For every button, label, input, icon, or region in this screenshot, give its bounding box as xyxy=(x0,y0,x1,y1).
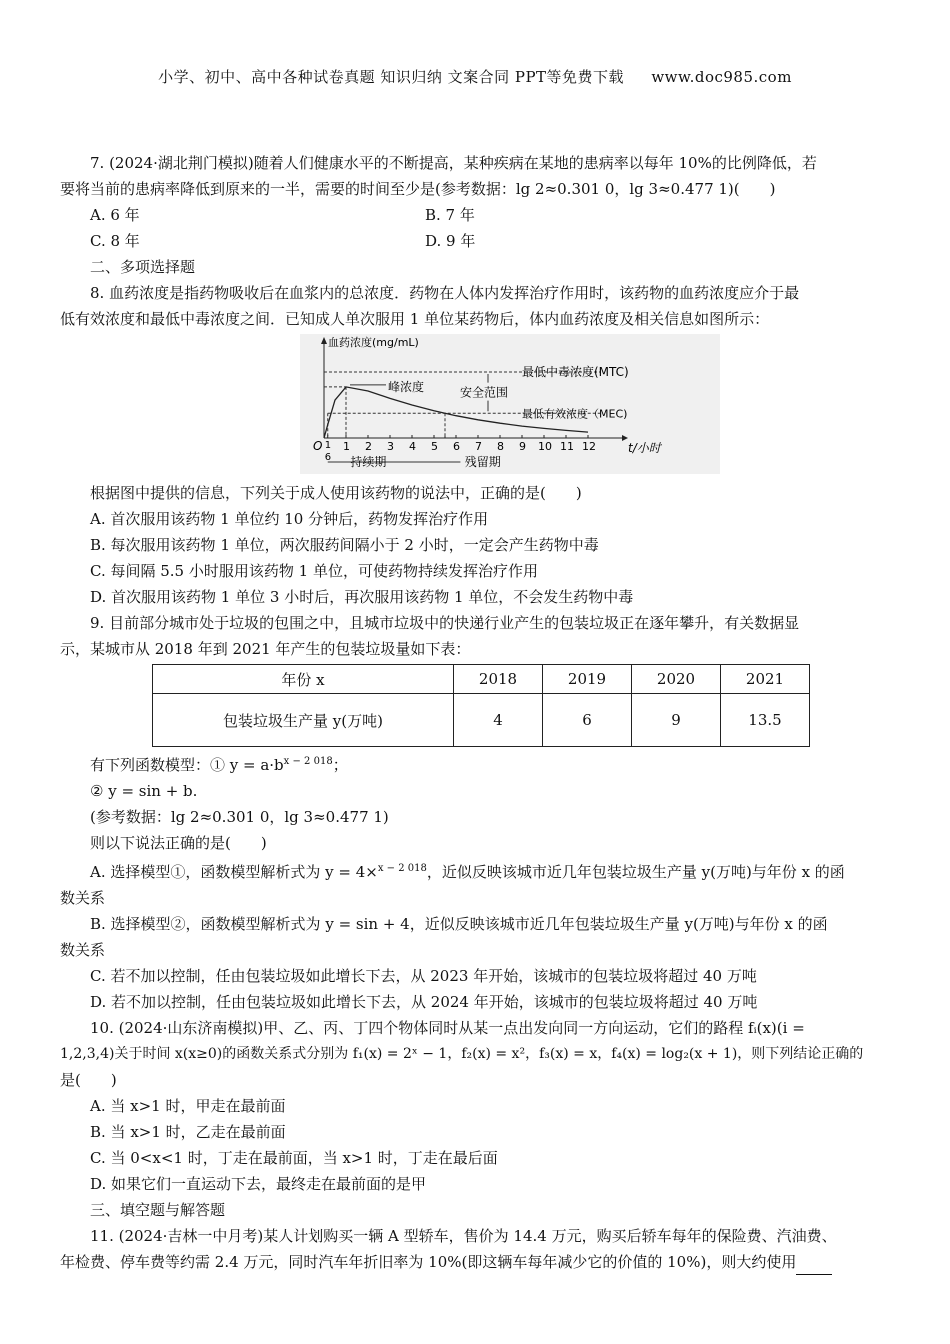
q9-model1-exponent: x − 2 018 xyxy=(283,756,333,767)
question-7 xyxy=(60,150,892,254)
q9-option-a-exponent: x − 2 018 xyxy=(377,863,427,874)
q8-option-a: A. 首次服用该药物 1 单位约 10 分钟后，药物发挥治疗作用 xyxy=(90,510,489,528)
x-tick-label: 9 xyxy=(519,440,526,453)
mec-label: 最低有效浓度（MEC) xyxy=(522,407,628,421)
chart-svg xyxy=(300,334,720,474)
q10-stem-line1: 10. (2024·山东济南模拟)甲、乙、丙、丁四个物体同时从某一点出发向同一方向运动，它们的路程 fᵢ(x)(i = xyxy=(90,1019,805,1037)
table-cell: 2018 xyxy=(454,665,543,694)
x-tick-label: 6 xyxy=(453,440,460,453)
blood-concentration-chart xyxy=(300,334,720,474)
q9-stem-line2: 示，某城市从 2018 年到 2021 年产生的包装垃圾量如下表： xyxy=(60,640,471,658)
document-body xyxy=(60,150,892,1275)
x-tick-label: 1 xyxy=(343,440,350,453)
residual-label: 残留期 xyxy=(464,455,501,469)
q9-option-b-cont: 数关系 xyxy=(60,941,106,959)
q8-stem-line2: 低有效浓度和最低中毒浓度之间．已知成人单次服用 1 单位某药物后，体内血药浓度及相关信息如图所示： xyxy=(60,310,770,328)
section-heading-2: 二、多项选择题 xyxy=(90,258,196,276)
x-tick-label: 11 xyxy=(560,440,574,453)
x-tick-label: 7 xyxy=(475,440,482,453)
q10-option-a: A. 当 x>1 时，甲走在最前面 xyxy=(90,1097,286,1115)
q9-option-b: B. 选择模型②，函数模型解析式为 y = sin + 4，近似反映该城市近几年包装垃圾生产量 y(万吨)与年份 x 的函 xyxy=(90,915,828,933)
q7-option-b: B. 7 年 xyxy=(425,206,475,224)
x-tick-label: 8 xyxy=(497,440,504,453)
q7-stem-line1: 7. (2024·湖北荆门模拟)随着人们健康水平的不断提高，某种疾病在某地的患病率以每年 10%的比例降低，若 xyxy=(90,154,817,172)
table-row xyxy=(153,694,810,747)
table-cell: 2020 xyxy=(632,665,721,694)
q8-option-c: C. 每间隔 5.5 小时服用该药物 1 单位，可使药物持续发挥治疗作用 xyxy=(90,562,538,580)
table-header-amount: 包装垃圾生产量 y(万吨) xyxy=(153,694,454,747)
q11-stem-text: 年检费、停车费等约需 2.4 万元，同时汽车年折旧率为 10%(即这辆车每年减少它的价值的 10%)，则大约使用 xyxy=(60,1253,797,1271)
q9-option-c: C. 若不加以控制，任由包装垃圾如此增长下去，从 2023 年开始，该城市的包装垃圾将超过 40 万吨 xyxy=(90,967,757,985)
q10-stem-line3: 是( ) xyxy=(60,1071,117,1089)
q9-option-a-part1: A. 选择模型①，函数模型解析式为 y = 4× xyxy=(90,863,378,881)
table-cell: 6 xyxy=(543,694,632,747)
section-heading-3: 三、填空题与解答题 xyxy=(90,1201,226,1219)
q9-stem-line1: 9. 目前部分城市处于垃圾的包围之中，且城市垃圾中的快递行业产生的包装垃圾正在逐年攀升，有关数据显 xyxy=(90,614,800,632)
q8-option-d: D. 首次服用该药物 1 单位 3 小时后，再次服用该药物 1 单位，不会发生药物中毒 xyxy=(90,588,634,606)
q7-stem-line2: 要将当前的患病率降低到原来的一半，需要的时间至少是(参考数据：lg 2≈0.301 0，lg 3≈0.477 1)( ) xyxy=(60,180,776,198)
q7-option-c: C. 8 年 xyxy=(90,232,140,250)
q9-reference: (参考数据：lg 2≈0.301 0，lg 3≈0.477 1) xyxy=(90,808,389,826)
q9-model2: ② y = sin + b. xyxy=(90,782,198,800)
x-tick-label: 10 xyxy=(538,440,552,453)
x-tick-label: 6 xyxy=(324,452,332,463)
table-header-year: 年份 x xyxy=(153,665,454,694)
table-cell: 4 xyxy=(454,694,543,747)
duration-label: 持续期 xyxy=(350,455,387,469)
peak-label: 峰浓度 xyxy=(388,379,425,394)
garbage-data-table xyxy=(152,664,810,747)
q9-models xyxy=(60,749,892,778)
q10-stem-line2: 1,2,3,4)关于时间 x(x≥0)的函数关系式分别为 f₁(x) = 2ˣ − 1，f₂(x) = x²，f₃(x) = x，f₄(x) = log₂(x + 1)，则下列结论正确的 xyxy=(60,1046,864,1062)
q8-option-b: B. 每次服用该药物 1 单位，两次服药间隔小于 2 小时，一定会产生药物中毒 xyxy=(90,536,599,554)
q11-stem-line1: 11. (2024·吉林一中月考)某人计划购买一辆 A 型轿车，售价为 14.4 万元，购买后轿车每年的保险费、汽油费、 xyxy=(90,1227,837,1245)
question-8 xyxy=(60,280,892,610)
q9-option-a xyxy=(60,856,892,885)
q10-option-c: C. 当 0<x<1 时，丁走在最前面，当 x>1 时，丁走在最后面 xyxy=(90,1149,498,1167)
page-header xyxy=(0,66,950,87)
table-row xyxy=(153,665,810,694)
table-cell: 9 xyxy=(632,694,721,747)
table-cell: 2019 xyxy=(543,665,632,694)
x-tick-label: 12 xyxy=(582,440,596,453)
q7-option-a: A. 6 年 xyxy=(90,206,140,224)
table-cell: 2021 xyxy=(721,665,810,694)
question-9 xyxy=(60,610,892,1015)
q9-option-a-cont: 数关系 xyxy=(60,889,106,907)
q8-after-text: 根据图中提供的信息，下列关于成人使用该药物的说法中，正确的是( ) xyxy=(90,484,582,502)
q9-option-d: D. 若不加以控制，任由包装垃圾如此增长下去，从 2024 年开始，该城市的包装垃圾将超过 40 万吨 xyxy=(90,993,758,1011)
origin-label: O xyxy=(313,439,323,453)
header-site: www.doc985.com xyxy=(651,68,792,86)
safe-range-label: 安全范围 xyxy=(460,385,509,400)
x-tick-label: 1 xyxy=(324,440,332,451)
x-axis-label: t/小时 xyxy=(628,441,661,455)
q9-model1-text: 有下列函数模型：① y = a·b xyxy=(90,756,284,774)
q11-stem-line2 xyxy=(60,1249,892,1275)
x-tick-label: 2 xyxy=(365,440,372,453)
q7-option-d: D. 9 年 xyxy=(425,232,476,250)
y-axis-label: 血药浓度(mg/mL) xyxy=(328,336,419,349)
x-tick-label: 3 xyxy=(387,440,394,453)
answer-blank[interactable] xyxy=(796,1258,832,1275)
question-10 xyxy=(60,1015,892,1197)
question-11 xyxy=(60,1223,892,1275)
q9-option-a-part2: ，近似反映该城市近几年包装垃圾生产量 y(万吨)与年份 x 的函 xyxy=(426,863,845,881)
q9-model1-end: ； xyxy=(332,756,348,774)
q10-option-b: B. 当 x>1 时，乙走在最前面 xyxy=(90,1123,286,1141)
table-cell: 13.5 xyxy=(721,694,810,747)
q8-stem-line1: 8. 血药浓度是指药物吸收后在血浆内的总浓度．药物在人体内发挥治疗作用时，该药物的血药浓度应介于最 xyxy=(90,284,800,302)
q10-option-d: D. 如果它们一直运动下去，最终走在最前面的是甲 xyxy=(90,1175,427,1193)
header-text: 小学、初中、高中各种试卷真题 知识归纳 文案合同 PPT等免费下载 xyxy=(158,68,625,86)
mtc-label: 最低中毒浓度(MTC) xyxy=(522,365,629,379)
q9-question: 则以下说法正确的是( ) xyxy=(90,834,267,852)
x-tick-label: 5 xyxy=(431,440,438,453)
x-tick-label: 4 xyxy=(409,440,416,453)
